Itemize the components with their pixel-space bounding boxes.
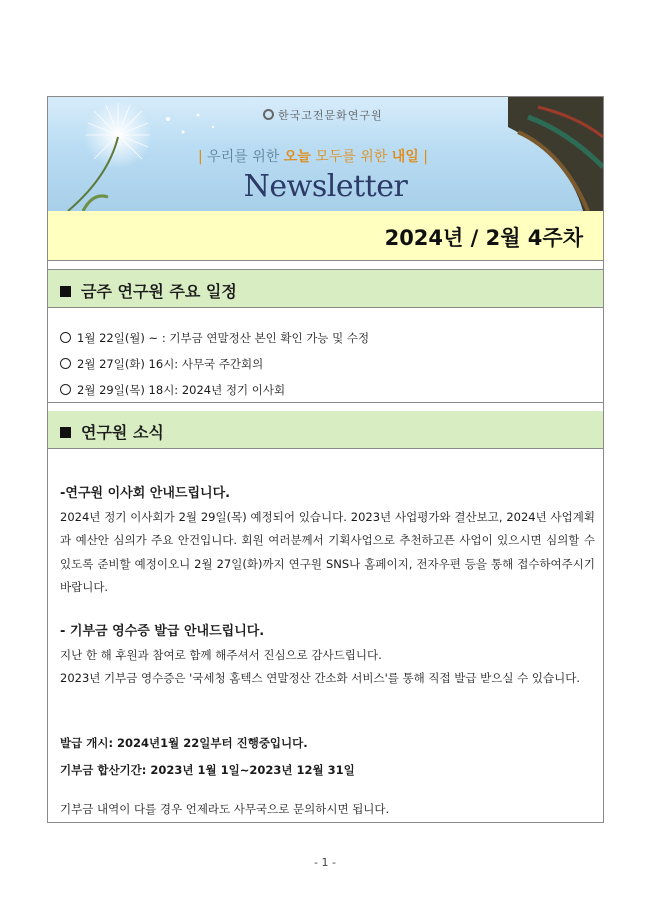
news-item-receipt [60, 620, 595, 691]
schedule-section-header [48, 270, 603, 308]
newsletter-frame [47, 96, 604, 823]
news-body: 2023년 기부금 영수증은 '국세청 홈텍스 연말정산 간소화 서비스'를 통해 직접 발급 받으실 수 있습니다. [60, 671, 581, 685]
slogan-middle: 모두를 위한 [315, 149, 388, 165]
circle-bullet-icon [60, 332, 71, 343]
list-item [60, 377, 590, 403]
news-heading: - 기부금 영수증 발급 안내드립니다. [60, 624, 265, 639]
institute-label: 한국고전문화연구원 [278, 109, 383, 122]
list-item [60, 325, 590, 351]
slogan: | 우리를 위한 오늘 모두를 위한 내일 | [198, 149, 428, 165]
page-number: - 1 - [314, 856, 336, 869]
list-item [60, 351, 590, 377]
contact-note: 기부금 내역이 다를 경우 언제라도 사무국으로 문의하시면 됩니다. [60, 802, 390, 816]
institute-seal-icon [263, 109, 274, 120]
schedule-section-title: 금주 연구원 주요 일정 [81, 282, 237, 301]
divider [48, 261, 603, 270]
donation-period: 기부금 합산기간: 2023년 1월 1일~2023년 12월 31일 [60, 763, 355, 777]
slogan-today: 오늘 [283, 149, 311, 165]
institute-name [263, 107, 383, 123]
square-bullet-icon [60, 286, 71, 297]
newsletter-banner [48, 97, 603, 212]
week-label: 2024년 / 2월 4주차 [384, 226, 583, 250]
circle-bullet-icon [60, 358, 71, 369]
news-item-board [60, 482, 595, 600]
news-section-title: 연구원 소식 [81, 423, 164, 442]
news-section-header [48, 411, 603, 449]
contact-note-block [60, 798, 595, 822]
circle-bullet-icon [60, 384, 71, 395]
schedule-item-text: 2월 27일(화) 16시: 사무국 주간회의 [77, 357, 264, 371]
issue-start: 발급 개시: 2024년1월 22일부터 진행중입니다. [60, 736, 308, 750]
schedule-item-text: 2월 29일(목) 18시: 2024년 정기 이사회 [77, 383, 286, 397]
schedule-item-text: 1월 22일(월) ~ : 기부금 연말정산 본인 확인 가능 및 수정 [77, 331, 370, 345]
newsletter-title: Newsletter [243, 169, 408, 204]
news-body: 지난 한 해 후원과 참여로 함께 해주셔서 진심으로 감사드립니다. [60, 647, 382, 662]
issue-details [60, 730, 595, 784]
week-bar [48, 211, 603, 261]
slogan-tomorrow: 내일 [391, 149, 419, 165]
square-bullet-icon [60, 427, 71, 438]
news-body: 2024년 정기 이사회가 2월 29일(목) 예정되어 있습니다. 2023년 사업평가와 결산보고, 2024년 사업계획과 예산안 심의가 주요 안건입니다. 회원 여러분께서 기획사업으로 추천하고픈 사업이 있으시면 심의할 수 있도록 준비할 예정이오니 2월 27일(화)까지 연구원 SNS나 홈페이지, 전자우편 등을 통해 접수하여주시기 바랍니다. [60, 509, 595, 594]
schedule-list [60, 325, 590, 403]
news-heading: -연구원 이사회 안내드립니다. [60, 486, 231, 501]
slogan-prefix: 우리를 위한 [207, 149, 280, 165]
